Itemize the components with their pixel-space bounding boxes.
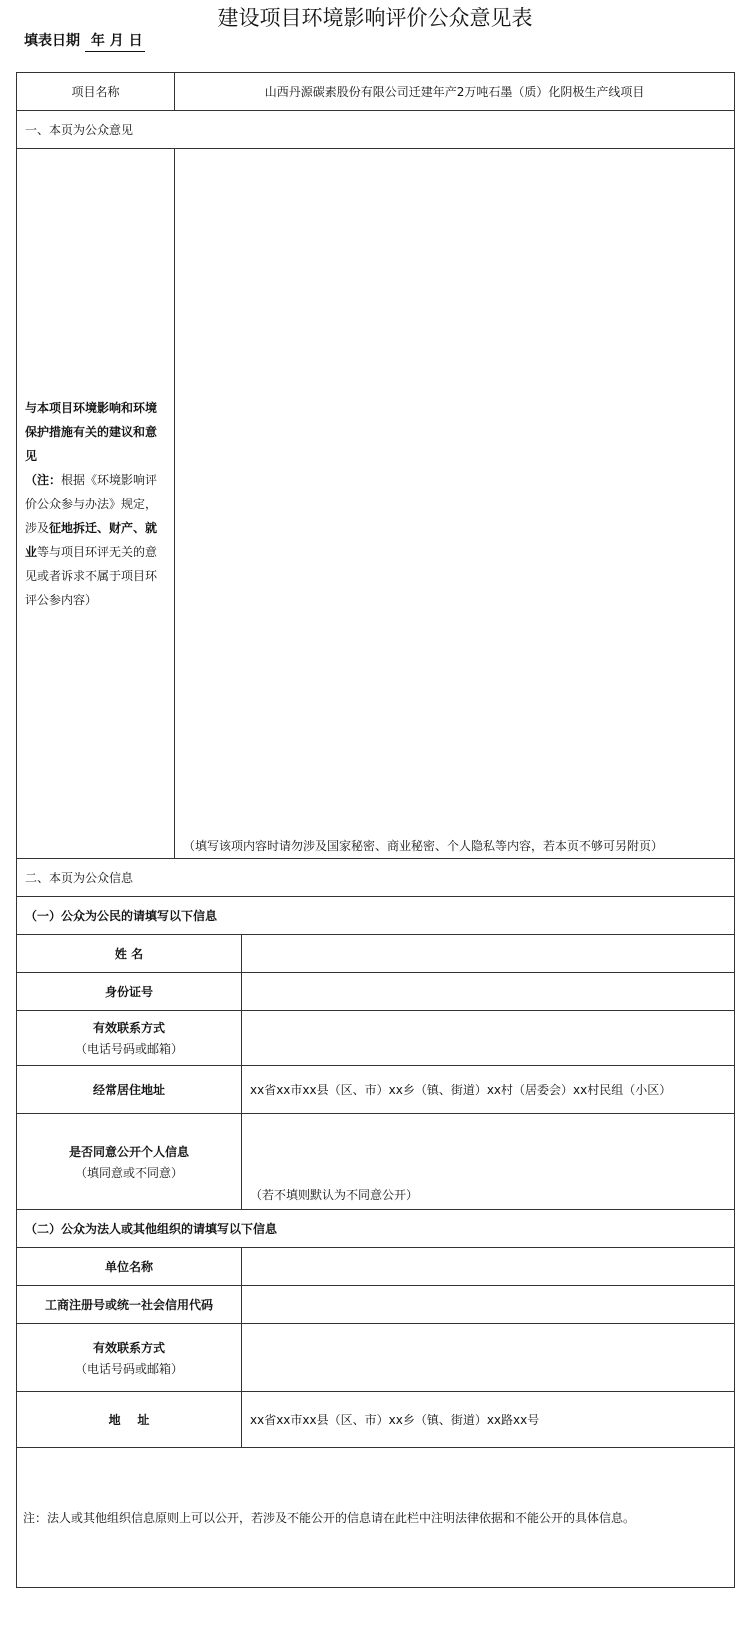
footnote[interactable]: 注：法人或其他组织信息原则上可以公开，若涉及不能公开的信息请在此栏中注明法律依据和不能公开的具体信息。 <box>17 1448 735 1588</box>
org-reg-field[interactable] <box>242 1286 735 1324</box>
citizen-consent-label <box>17 1114 242 1210</box>
citizen-consent-hint: （若不填则默认为不同意公开） <box>250 1188 419 1202</box>
org-address-field[interactable]: xx省xx市xx县（区、市）xx乡（镇、街道）xx路xx号 <box>242 1392 735 1448</box>
opinion-label-main: 与本项目环境影响和环境保护措施有关的建议和意见 <box>25 400 158 463</box>
citizen-name-label: 姓 名 <box>17 935 242 973</box>
citizen-consent-label-sub: （填同意或不同意） <box>74 1165 183 1180</box>
fill-date <box>24 30 145 52</box>
org-address-row <box>17 1392 735 1448</box>
org-contact-label <box>17 1324 242 1392</box>
citizen-address-row <box>17 1066 735 1114</box>
org-header-row <box>17 1210 735 1248</box>
citizen-name-row <box>17 935 735 973</box>
citizen-contact-row <box>17 1011 735 1066</box>
opinion-note-text-1: 根据《环境影响评价公众参与办法》规定，涉及 <box>25 472 158 535</box>
citizen-name-field[interactable] <box>242 935 735 973</box>
citizen-consent-field[interactable] <box>242 1114 735 1210</box>
citizen-id-field[interactable] <box>242 973 735 1011</box>
citizen-contact-field[interactable] <box>242 1011 735 1066</box>
citizen-id-row <box>17 973 735 1011</box>
citizen-contact-label-sub: （电话号码或邮箱） <box>74 1042 183 1056</box>
org-unit-row <box>17 1248 735 1286</box>
citizen-contact-label-main: 有效联系方式 <box>92 1021 165 1035</box>
project-name-label: 项目名称 <box>17 73 175 111</box>
citizen-contact-label <box>17 1011 242 1066</box>
org-contact-label-main: 有效联系方式 <box>92 1340 165 1355</box>
citizen-header-row <box>17 897 735 935</box>
opinion-hint: （填写该项内容时请勿涉及国家秘密、商业秘密、个人隐私等内容，若本页不够可另附页） <box>183 839 664 853</box>
section2-header-row <box>17 859 735 897</box>
org-section-title: （二）公众为法人或其他组织的请填写以下信息 <box>17 1210 735 1248</box>
opinion-note-prefix: （注： <box>25 472 62 487</box>
project-row <box>17 73 735 111</box>
citizen-consent-row <box>17 1114 735 1210</box>
section1-title: 一、本页为公众意见 <box>17 111 735 149</box>
org-contact-row <box>17 1324 735 1392</box>
citizen-address-label: 经常居住地址 <box>17 1066 242 1114</box>
public-opinion-form <box>16 72 735 1588</box>
org-unit-label: 单位名称 <box>17 1248 242 1286</box>
citizen-address-field[interactable]: xx省xx市xx县（区、市）xx乡（镇、街道）xx村（居委会）xx村民组（小区） <box>242 1066 735 1114</box>
citizen-consent-label-main: 是否同意公开个人信息 <box>68 1144 189 1159</box>
project-name-value: 山西丹源碳素股份有限公司迁建年产2万吨石墨（质）化阴极生产线项目 <box>175 73 735 111</box>
footnote-row <box>17 1448 735 1588</box>
org-unit-field[interactable] <box>242 1248 735 1286</box>
opinion-input-area[interactable] <box>175 149 735 859</box>
citizen-section-title: （一）公众为公民的请填写以下信息 <box>17 897 735 935</box>
opinion-row <box>17 149 735 859</box>
org-contact-field[interactable] <box>242 1324 735 1392</box>
opinion-note-text-2: 等与项目环评无关的意见或者诉求不属于项目环评公参内容） <box>25 544 158 607</box>
form-title: 建设项目环境影响评价公众意见表 <box>217 6 533 30</box>
section1-header-row <box>17 111 735 149</box>
date-label: 填表日期 <box>24 33 80 49</box>
org-reg-label: 工商注册号或统一社会信用代码 <box>17 1286 242 1324</box>
date-fill-field[interactable]: 年 月 日 <box>85 30 145 52</box>
citizen-id-label: 身份证号 <box>17 973 242 1011</box>
org-contact-label-sub: （电话号码或邮箱） <box>74 1361 183 1376</box>
section2-title: 二、本页为公众信息 <box>17 859 735 897</box>
opinion-note-bold: 征地拆迁、财产、就业 <box>25 520 158 559</box>
opinion-label <box>17 149 175 859</box>
org-address-label: 地 址 <box>17 1392 242 1448</box>
org-reg-row <box>17 1286 735 1324</box>
